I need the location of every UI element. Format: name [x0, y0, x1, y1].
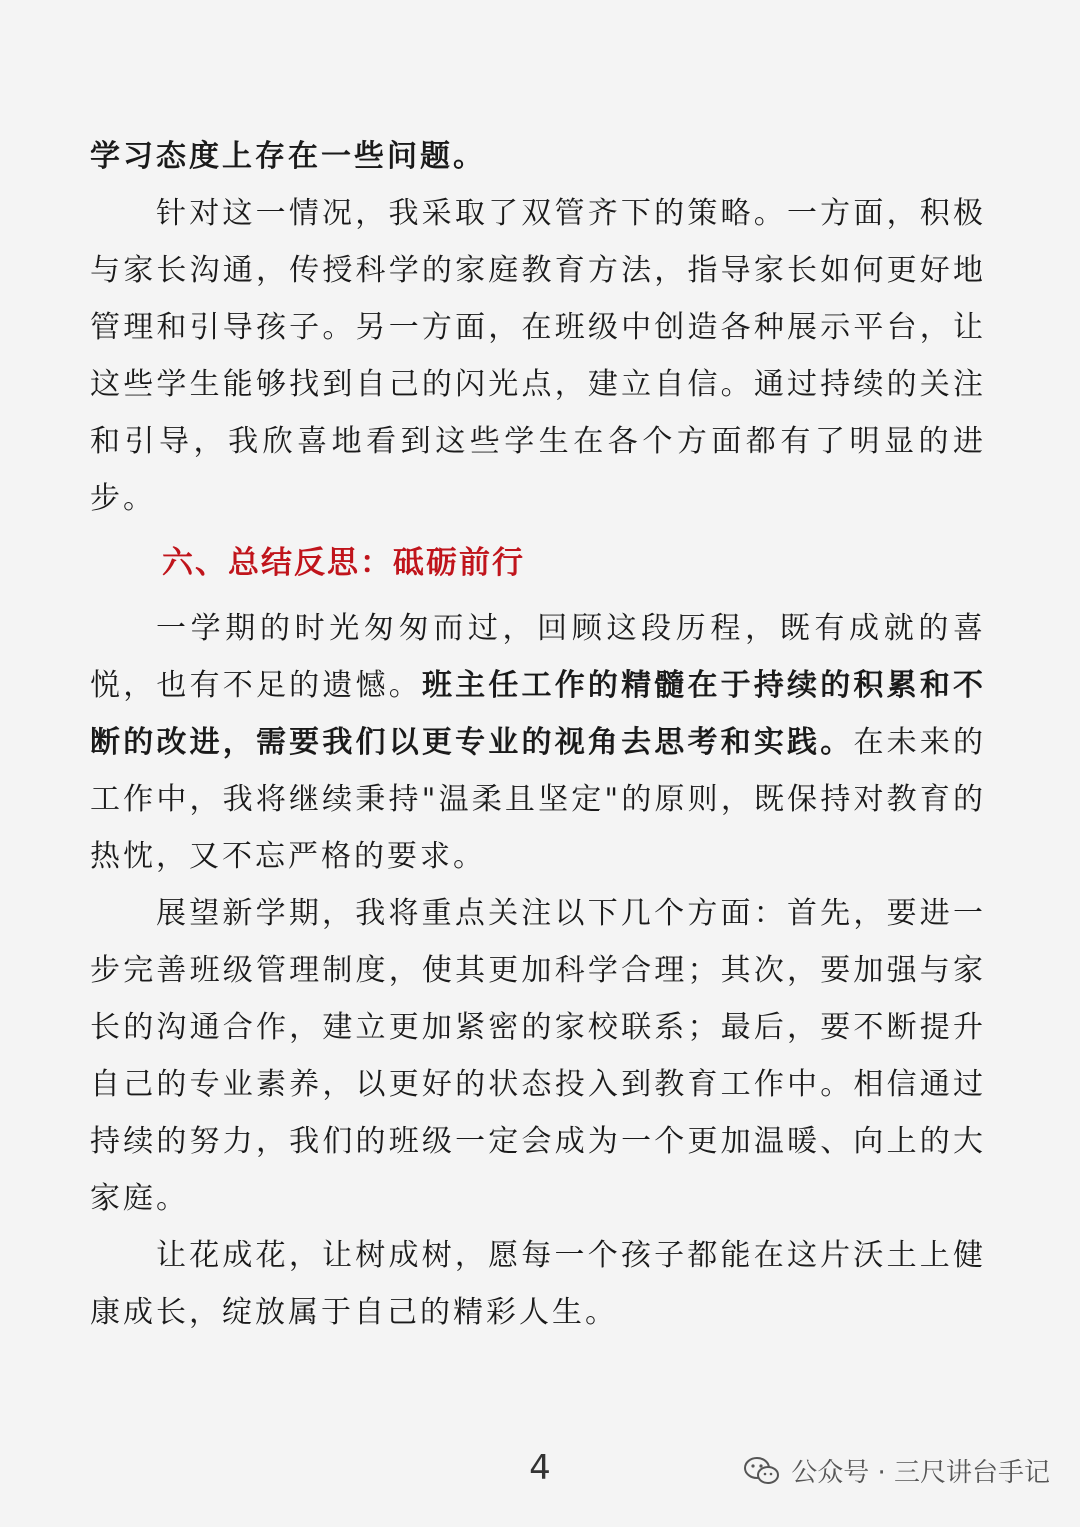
reflection-text-start: 一学期的时光匆匆而过，回顾这段历程，既有成就的喜悦，也有不足的遗憾。 [90, 611, 986, 703]
section-heading: 六、总结反思：砥砺前行 [162, 545, 525, 581]
watermark-text: 公众号 · 三尺讲台手记 [791, 1458, 1050, 1488]
watermark [743, 1452, 1050, 1489]
paragraph-strategy: 针对这一情况，我采取了双管齐下的策略。一方面，积极与家长沟通，传授科学的家庭教育方法，指导家长如何更好地管理和引导孩子。另一方面，在班级中创造各种展示平台，让这些学生能够找到自己的闪光点，建立自信。通过持续的关注和引导，我欣喜地看到这些学生在各个方面都有了明显的进步。 [90, 196, 986, 516]
wechat-icon [743, 1455, 781, 1487]
paragraph-reflection [90, 600, 986, 885]
paragraph-closing: 让花成花，让树成树，愿每一个孩子都能在这片沃土上健康成长，绽放属于自己的精彩人生。 [90, 1238, 986, 1330]
reflection-text-end: 在未来的工作中，我将继续秉持"温柔且坚定"的原则，既保持对教育的热忱，又不忘严格的要求。 [90, 725, 987, 874]
reflection-bold-text: 班主任工作的精髓在于持续的积累和不断的改进，需要我们以更专业的视角去思考和实践。 [90, 668, 987, 760]
page-number: 4 [529, 1448, 551, 1488]
paragraph-outlook: 展望新学期，我将重点关注以下几个方面：首先，要进一步完善班级管理制度，使其更加科学合理；其次，要加强与家长的沟通合作，建立更加紧密的家校联系；最后，要不断提升自己的专业素养，以更好的状态投入到教育工作中。相信通过持续的努力，我们的班级一定会成为一个更加温暖、向上的大家庭。 [90, 896, 986, 1216]
document-body [90, 128, 986, 1341]
paragraph-continuation: 学习态度上存在一些问题。 [90, 139, 486, 174]
